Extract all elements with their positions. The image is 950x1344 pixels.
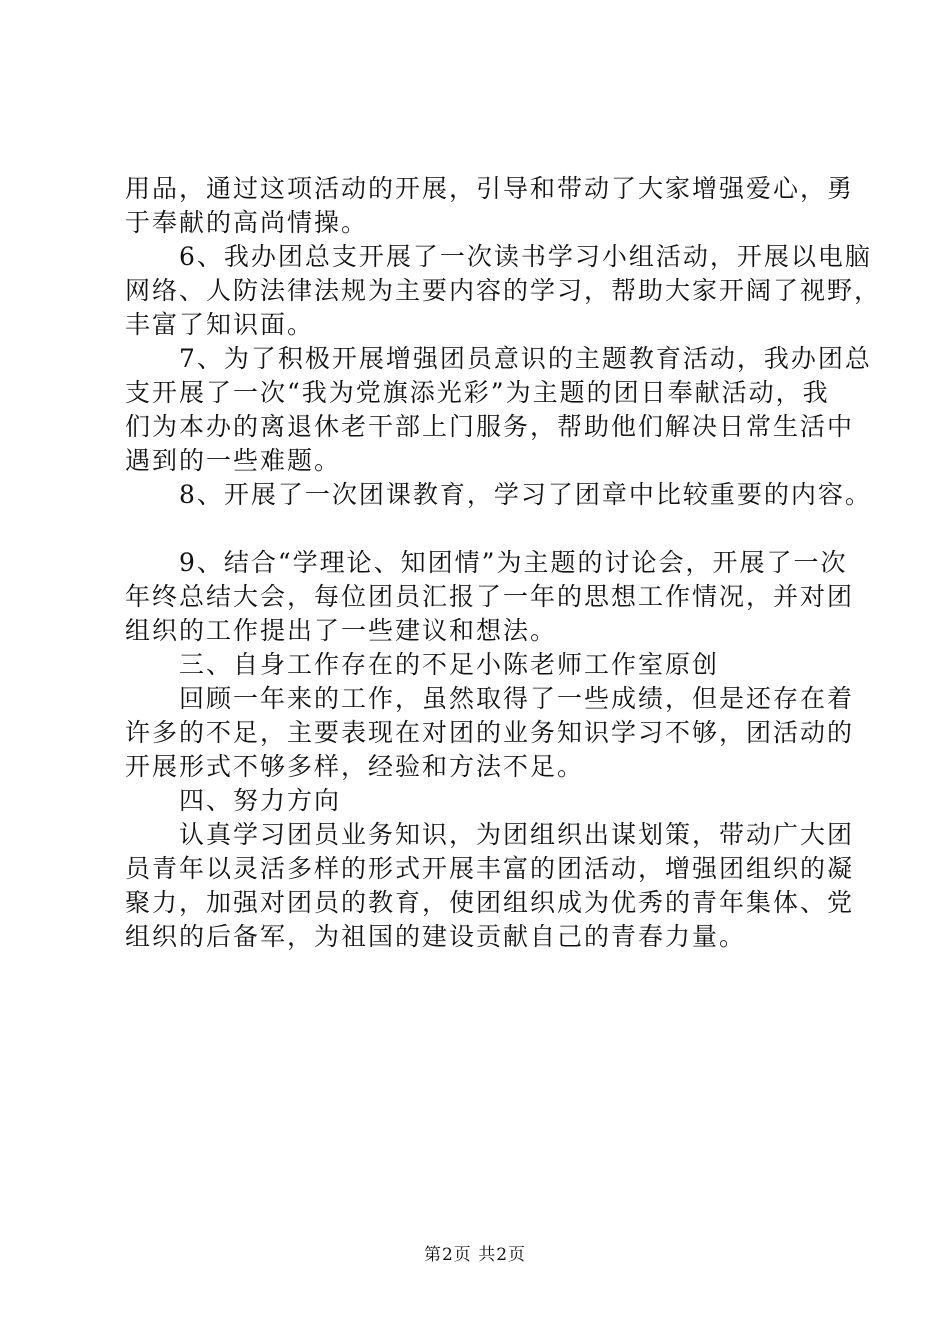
text-line: 开展形式不够多样，经验和方法不足。 bbox=[125, 752, 585, 781]
paragraph-item-9: 9、结合“学理论、知团情”为主题的讨论会，开展了一次 bbox=[179, 548, 848, 577]
blank-line bbox=[125, 512, 835, 546]
section-heading-4: 四、努力方向 bbox=[179, 786, 342, 815]
text-line: 员青年以灵活多样的形式开展丰富的团活动，增强团组织的凝 bbox=[125, 854, 855, 883]
section-heading-3: 三、自身工作存在的不足小陈老师工作室原创 bbox=[179, 650, 720, 679]
text-line: 许多的不足，主要表现在对团的业务知识学习不够，团活动的 bbox=[125, 718, 855, 747]
text-line: 聚力，加强对团员的教育，使团组织成为优秀的青年集体、党 bbox=[125, 888, 855, 917]
paragraph-shortcomings: 回顾一年来的工作，虽然取得了一些成绩，但是还存在着 bbox=[179, 684, 855, 713]
text-line: 支开展了一次“我为党旗添光彩”为主题的团日奉献活动，我 bbox=[125, 378, 830, 407]
document-body bbox=[125, 172, 882, 954]
text-line: 用品，通过这项活动的开展，引导和带动了大家增强爱心，勇 bbox=[125, 174, 855, 203]
text-line: 遇到的一些难题。 bbox=[125, 446, 342, 475]
text-line: 年终总结大会，每位团员汇报了一年的思想工作情况，并对团 bbox=[125, 582, 855, 611]
page-number-footer: 第2页 共2页 bbox=[423, 1245, 527, 1265]
paragraph-item-6: 6、我办团总支开展了一次读书学习小组活动，开展以电脑 bbox=[179, 242, 872, 271]
text-line: 们为本办的离退休老干部上门服务，帮助他们解决日常生活中 bbox=[125, 412, 855, 441]
text-line: 组织的工作提出了一些建议和想法。 bbox=[125, 616, 558, 645]
text-line: 于奉献的高尚情操。 bbox=[125, 208, 369, 237]
paragraph-item-8: 8、开展了一次团课教育，学习了团章中比较重要的内容。 bbox=[179, 480, 872, 509]
text-line: 丰富了知识面。 bbox=[125, 310, 315, 339]
text-line: 组织的后备军，为祖国的建设贡献自己的青春力量。 bbox=[125, 922, 747, 951]
paragraph-direction: 认真学习团员业务知识，为团组织出谋划策，带动广大团 bbox=[179, 820, 855, 849]
paragraph-item-7: 7、为了积极开展增强团员意识的主题教育活动，我办团总 bbox=[179, 344, 872, 373]
text-line: 网络、人防法律法规为主要内容的学习，帮助大家开阔了视野， bbox=[125, 276, 882, 305]
